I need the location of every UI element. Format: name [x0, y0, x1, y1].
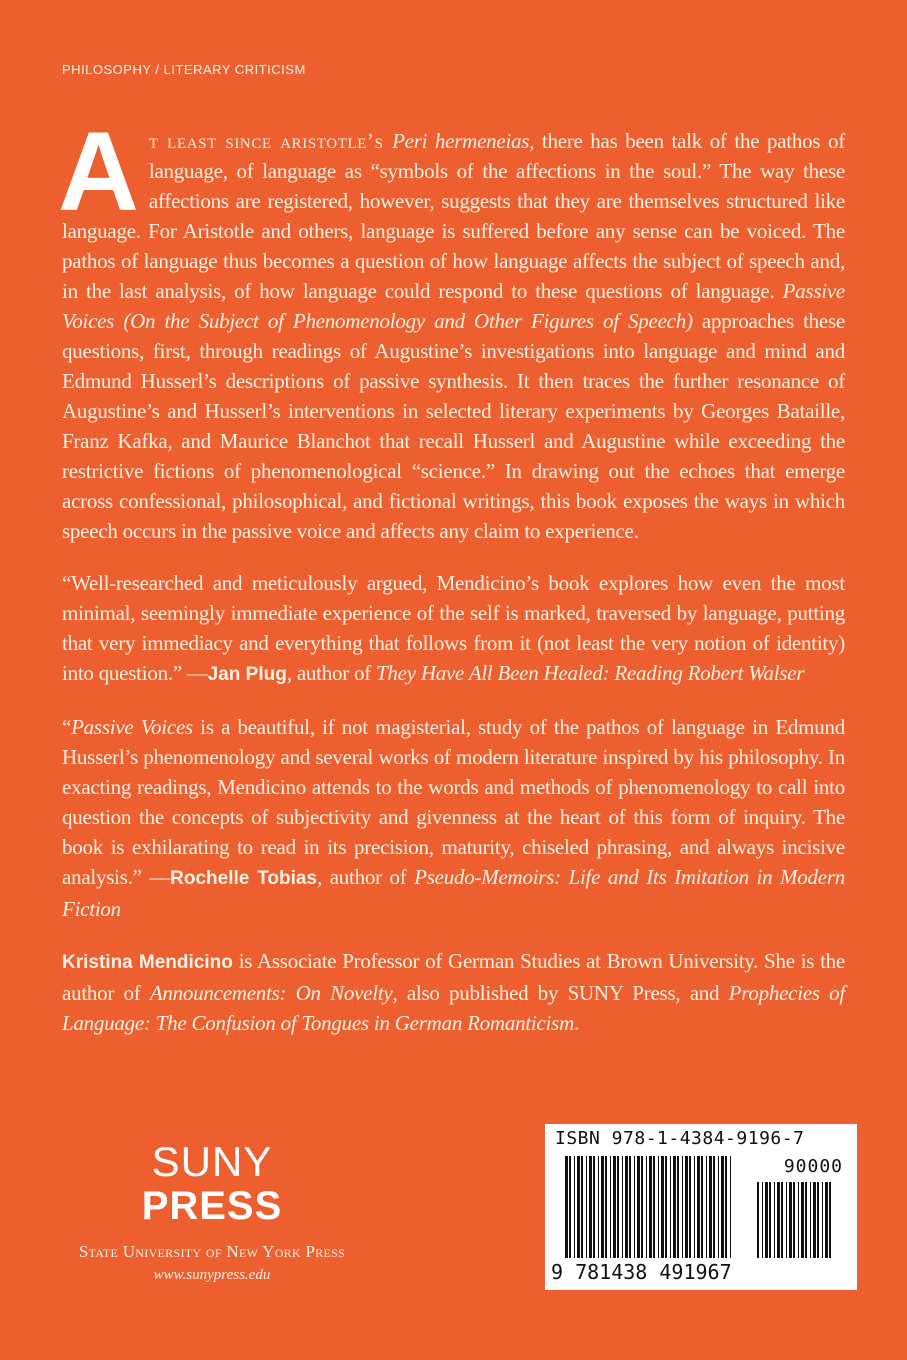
- ean-digits: 9 781438 491967: [551, 1260, 732, 1284]
- barcode-bar: [677, 1156, 679, 1258]
- bio-text-3: .: [573, 1011, 579, 1035]
- description-title-2: Passive Voices (On the Subject of Phenomenology and Other Figures of Speech): [62, 279, 845, 333]
- barcode-bar: [569, 1156, 571, 1258]
- description-title-1: Peri hermeneias: [392, 129, 530, 153]
- author-bio: [62, 946, 845, 1038]
- barcode-bar: [725, 1156, 727, 1258]
- barcode-bar: [653, 1156, 655, 1258]
- endorsement-1: [62, 568, 845, 690]
- barcode-bars: [565, 1156, 735, 1258]
- isbn-barcode: [545, 1124, 857, 1290]
- bio-book-2: Prophecies of Language: The Confusion of Tongues in German Romanticism: [62, 981, 845, 1035]
- endorsement-2-text: is a beautiful, if not magisterial, study of the pathos of language in Edmund Husserl’s phenomenology and several works of modern literature inspired by his philosophy. In exacting readings, Mendicino attends to the words and methods of phenomenology to call into question the concepts of subjectivity and givenness at the heart of this form of inquiry. The book is exhilarating to read in its precision, maturity, chiseled phrasing, and always incisive analysis.” —: [62, 715, 845, 889]
- barcode-bar: [713, 1156, 715, 1258]
- endorsement-2-book: Pseudo-Memoirs: Life and Its Imitation in Modern Fiction: [62, 865, 845, 921]
- endorsement-2-role: , author of: [317, 865, 415, 889]
- addon-bars: [757, 1182, 832, 1258]
- barcode-bar: [822, 1182, 823, 1258]
- barcode-bar: [709, 1156, 712, 1258]
- barcode-bar: [769, 1182, 771, 1258]
- drop-cap: A: [58, 109, 139, 234]
- barcode-bar: [718, 1156, 719, 1258]
- publisher-logo: [62, 1140, 362, 1284]
- barcode-bar: [577, 1156, 580, 1258]
- logo-press: PRESS: [141, 1184, 283, 1228]
- barcode-bar: [646, 1156, 647, 1258]
- barcode-bar: [694, 1156, 695, 1258]
- text-column: [58, 109, 845, 1060]
- description-text-2: approaches these questions, first, through readings of Augustine’s investigations into language and mind and Edmund Husserl’s descriptions of passive synthesis. It then traces the further resonance of Augustine’s and Husserl’s interventions in selected literary experiments by Georges Bataille, Franz Kafka, and Maurice Blanchot that recall Husserl and Augustine while exceeding the restrictive fictions of phenomenological “science.” In drawing out the echoes that emerge across confessional, philosophical, and fictional writings, this book exposes the ways in which speech occurs in the passive voice and affects any claim to experience.: [62, 309, 845, 543]
- barcode-bar: [765, 1182, 768, 1258]
- barcode-bar: [682, 1156, 683, 1258]
- barcode-bar: [670, 1156, 671, 1258]
- barcode-bar: [622, 1156, 623, 1258]
- barcode-bar: [565, 1156, 568, 1258]
- barcode-bar: [829, 1182, 831, 1258]
- barcode-bar: [781, 1182, 783, 1258]
- barcode-bar: [762, 1182, 763, 1258]
- barcode-bar: [757, 1182, 759, 1258]
- barcode-bar: [601, 1156, 604, 1258]
- barcode-bar: [774, 1182, 775, 1258]
- barcode-bar: [661, 1156, 664, 1258]
- barcode-bar: [825, 1182, 828, 1258]
- logo-suny: SUNY: [151, 1138, 273, 1185]
- barcode-bar: [598, 1156, 599, 1258]
- barcode-bar: [817, 1182, 819, 1258]
- endorsement-1-book: They Have All Been Healed: Reading Robert Walser: [376, 661, 805, 685]
- barcode-bar: [581, 1156, 583, 1258]
- barcode-bar: [658, 1156, 659, 1258]
- barcode-bar: [721, 1156, 724, 1258]
- endorsement-2-open: “: [62, 715, 72, 739]
- barcode-bar: [689, 1156, 691, 1258]
- endorsement-2-title: Passive Voices: [71, 715, 193, 739]
- publisher-url: www.sunypress.edu: [153, 1267, 271, 1283]
- barcode-bar: [574, 1156, 575, 1258]
- barcode-bar: [673, 1156, 676, 1258]
- barcode-bar: [786, 1182, 787, 1258]
- barcode-bar: [685, 1156, 688, 1258]
- endorsement-2: [62, 712, 845, 924]
- barcode-bar: [798, 1182, 799, 1258]
- endorsement-1-name: Jan Plug: [207, 664, 287, 685]
- barcode-bar: [793, 1182, 795, 1258]
- barcode-bar: [701, 1156, 703, 1258]
- endorsement-1-role: , author of: [286, 661, 376, 685]
- bio-text-1: is Associate Professor of German Studies at Brown University. She is the author of: [62, 949, 845, 1005]
- endorsement-1-text: “Well-researched and meticulously argued, Mendicino’s book explores how even the most minimal, seemingly immediate experience of the self is marked, traversed by language, putting that very immediacy and everything that follows from it (not least the very notion of identity) into question.” —: [62, 571, 845, 685]
- author-name: Kristina Mendicino: [62, 952, 233, 973]
- price-addon-text: 90000: [783, 1156, 843, 1177]
- isbn-text: ISBN 978-1-4384-9196-7: [555, 1128, 805, 1149]
- book-description: [58, 109, 845, 546]
- barcode-bar: [625, 1156, 628, 1258]
- description-lead: t least since aristotle’s: [148, 129, 393, 153]
- barcode-bar: [801, 1182, 804, 1258]
- barcode-bar: [805, 1182, 807, 1258]
- barcode-bar: [586, 1156, 587, 1258]
- barcode-bar: [617, 1156, 619, 1258]
- barcode-bar: [629, 1156, 631, 1258]
- barcode-bar: [777, 1182, 780, 1258]
- barcode-bar: [813, 1182, 816, 1258]
- barcode-bar: [641, 1156, 643, 1258]
- barcode-bar: [610, 1156, 611, 1258]
- barcode-bar: [637, 1156, 640, 1258]
- barcode-bar: [706, 1156, 707, 1258]
- barcode-bar: [697, 1156, 700, 1258]
- barcode-bar: [593, 1156, 595, 1258]
- barcode-bar: [634, 1156, 635, 1258]
- barcode-bar: [810, 1182, 811, 1258]
- barcode-bar: [649, 1156, 652, 1258]
- barcode-bar: [613, 1156, 616, 1258]
- barcode-bar: [665, 1156, 667, 1258]
- bio-text-2: , also published by SUNY Press, and: [392, 981, 729, 1005]
- bio-book-1: Announcements: On Novelty: [149, 981, 393, 1005]
- barcode-bar: [605, 1156, 607, 1258]
- description-text-1: , there has been talk of the pathos of language, of language as “symbols of the affections in the soul.” The way these affections are registered, however, suggests that they are themselves structured like language. For Aristotle and others, language is suffered before any sense can be voiced. The pathos of language thus becomes a question of how language affects the subject of speech and, in the last analysis, of how language could respond to these questions of language.: [62, 129, 845, 303]
- endorsement-2-name: Rochelle Tobias: [170, 868, 318, 889]
- barcode-bar: [589, 1156, 592, 1258]
- publisher-full-name: State University of New York Press: [78, 1242, 346, 1261]
- category-label: PHILOSOPHY / LITERARY CRITICISM: [62, 62, 306, 77]
- barcode-bar: [730, 1156, 731, 1258]
- barcode-bar: [789, 1182, 792, 1258]
